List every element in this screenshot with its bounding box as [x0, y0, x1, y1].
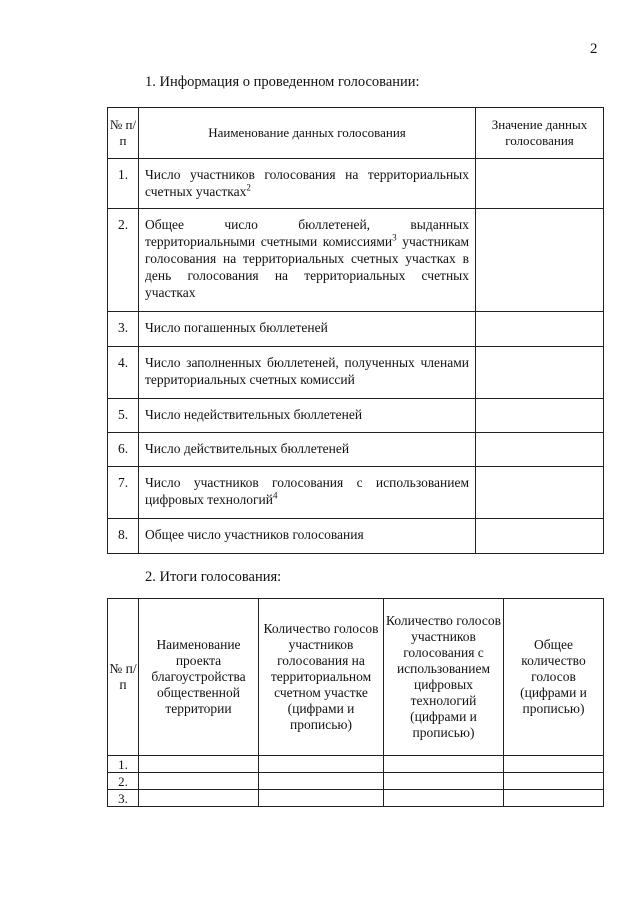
table-row — [108, 790, 604, 807]
value-cell[interactable] — [476, 519, 604, 554]
header-value: Значение данных голосования — [476, 108, 604, 159]
row-num: 7. — [108, 467, 139, 519]
header-num: № п/ п — [108, 599, 139, 756]
votes-territorial-cell[interactable] — [259, 790, 384, 807]
total-cell[interactable] — [504, 790, 604, 807]
table-row — [108, 159, 604, 209]
footnote-ref: 3 — [392, 232, 397, 243]
section-1-title: 1. Информация о проведенном голосовании: — [145, 74, 420, 90]
voting-info-table — [107, 107, 604, 554]
project-cell[interactable] — [139, 756, 259, 773]
value-cell[interactable] — [476, 347, 604, 399]
row-text-main: Число участников голосования с использованием цифровых технологий — [145, 475, 469, 507]
row-text — [139, 209, 476, 312]
row-num: 1. — [108, 756, 139, 773]
votes-digital-cell[interactable] — [384, 773, 504, 790]
row-text: Общее число участников голосования — [139, 519, 476, 554]
table-header-row — [108, 599, 604, 756]
table-row — [108, 773, 604, 790]
row-num: 2. — [108, 773, 139, 790]
votes-digital-cell[interactable] — [384, 756, 504, 773]
header-total: Общее количество голосов (цифрами и прописью) — [504, 599, 604, 756]
row-num: 5. — [108, 399, 139, 433]
table-row — [108, 399, 604, 433]
row-text: Число действительных бюллетеней — [139, 433, 476, 467]
table-row — [108, 347, 604, 399]
value-cell[interactable] — [476, 467, 604, 519]
total-cell[interactable] — [504, 773, 604, 790]
row-text: Число недействительных бюллетеней — [139, 399, 476, 433]
header-num: № п/п — [108, 108, 139, 159]
header-votes-digital: Количество голосов участников голосования с использованием цифровых технологий (цифрами и прописью) — [384, 599, 504, 756]
value-cell[interactable] — [476, 433, 604, 467]
footnote-ref: 4 — [273, 490, 278, 501]
header-votes-territorial: Количество голосов участников голосования на территориальном счетном участке (цифрами и прописью) — [259, 599, 384, 756]
project-cell[interactable] — [139, 790, 259, 807]
row-text-main: Число участников голосования на территориальных счетных участках — [145, 167, 469, 199]
section-2-title: 2. Итоги голосования: — [145, 569, 282, 585]
row-num: 3. — [108, 312, 139, 347]
row-num: 3. — [108, 790, 139, 807]
table-row — [108, 209, 604, 312]
table-row — [108, 519, 604, 554]
header-project: Наименование проекта благоустройства общественной территории — [139, 599, 259, 756]
table-header-row — [108, 108, 604, 159]
header-name: Наименование данных голосования — [139, 108, 476, 159]
row-num: 8. — [108, 519, 139, 554]
page-number: 2 — [590, 41, 598, 57]
row-text: Число заполненных бюллетеней, полученных членами территориальных счетных комиссий — [139, 347, 476, 399]
votes-digital-cell[interactable] — [384, 790, 504, 807]
value-cell[interactable] — [476, 209, 604, 312]
row-num: 6. — [108, 433, 139, 467]
row-num: 2. — [108, 209, 139, 312]
row-text: Число погашенных бюллетеней — [139, 312, 476, 347]
table-row — [108, 312, 604, 347]
voting-results-table — [107, 598, 604, 807]
row-text-continued: участникам голосования на территориальных счетных участках в день голосования на территориальных счетных участках — [145, 234, 469, 300]
value-cell[interactable] — [476, 159, 604, 209]
votes-territorial-cell[interactable] — [259, 756, 384, 773]
row-num: 1. — [108, 159, 139, 209]
value-cell[interactable] — [476, 312, 604, 347]
votes-territorial-cell[interactable] — [259, 773, 384, 790]
row-text — [139, 467, 476, 519]
project-cell[interactable] — [139, 773, 259, 790]
value-cell[interactable] — [476, 399, 604, 433]
table-row — [108, 467, 604, 519]
row-text-main: Общее число бюллетеней, выданных территориальными счетными комиссиями — [145, 217, 469, 249]
table-row — [108, 756, 604, 773]
row-num: 4. — [108, 347, 139, 399]
footnote-ref: 2 — [246, 182, 251, 193]
table-row — [108, 433, 604, 467]
row-text — [139, 159, 476, 209]
total-cell[interactable] — [504, 756, 604, 773]
